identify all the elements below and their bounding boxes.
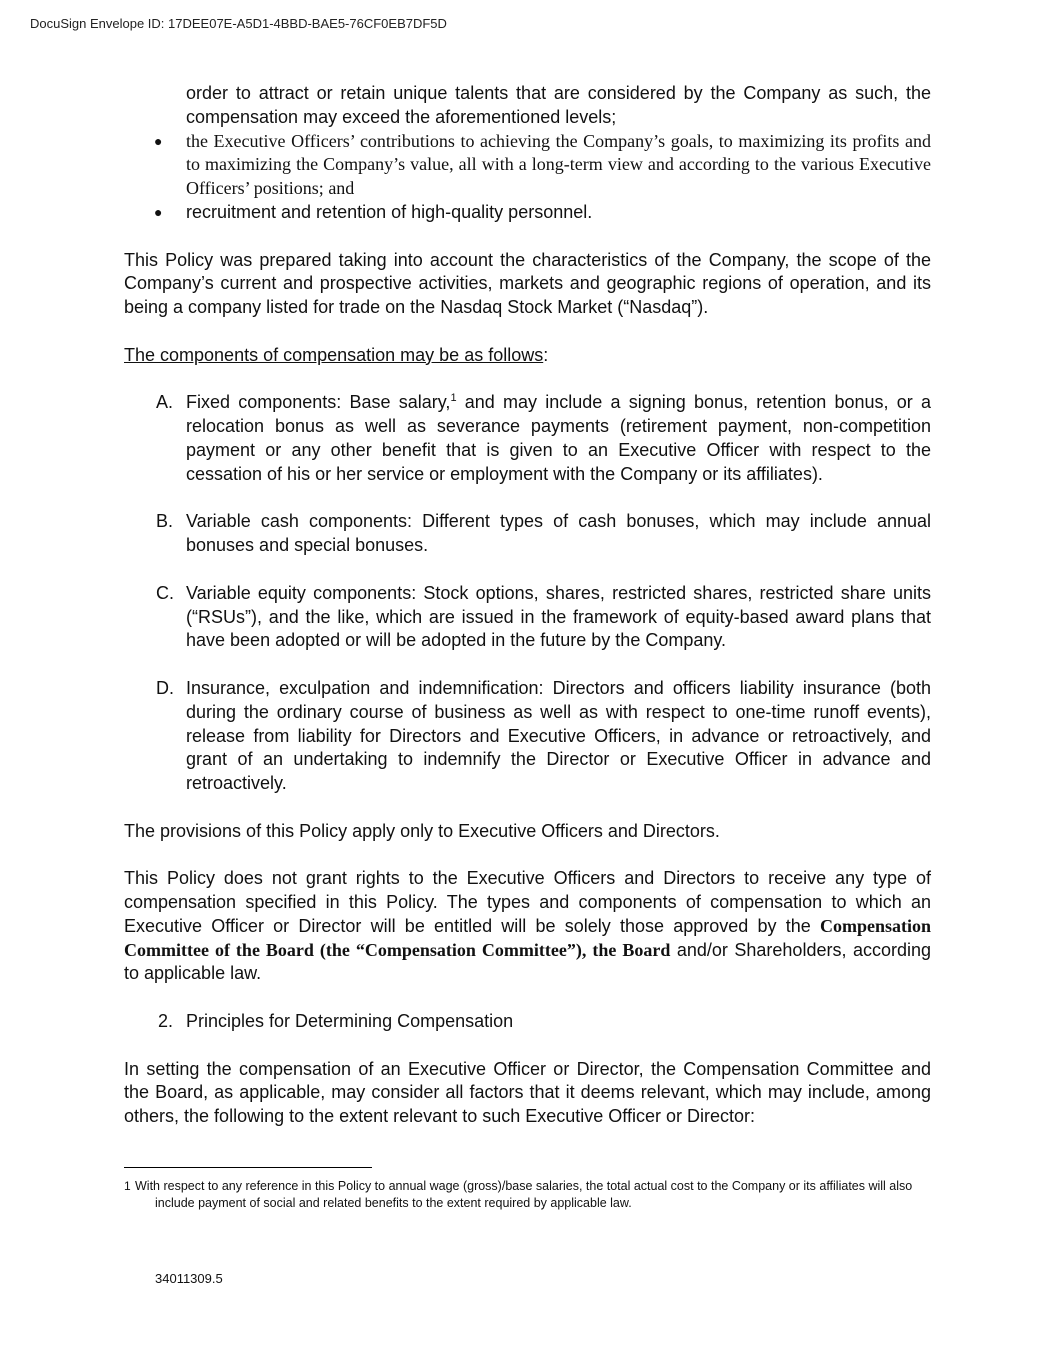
- components-heading-colon: :: [543, 344, 549, 365]
- policy-paragraph: This Policy was prepared taking into account the characteristics of the Company, the scope of the Company’s current and prospective activities, markets and geographic regions of operation, and its being a company listed for trade on the Nasdaq Stock Market (“Nasdaq”).: [124, 249, 931, 318]
- component-text: Variable cash components: Different types of cash bonuses, which may include annual bonuses and special bonuses.: [186, 511, 931, 556]
- setting-paragraph: In setting the compensation of an Executive Officer or Director, the Compensation Committee and the Board, as applicable, may consider all factors that it deems relevant, which may include, among others, the following to the extent relevant to such Executive Officer or Director:: [124, 1058, 931, 1127]
- document-body: [124, 82, 931, 1129]
- bullet-text: the Executive Officers’ contributions to achieving the Company’s goals, to maximizing its profits and to maximizing the Company’s value, all with a long-term view and according to the various Executive Officers’ positions; and: [186, 130, 931, 199]
- provisions-paragraph: The provisions of this Policy apply only to Executive Officers and Directors.: [124, 820, 720, 841]
- rights-text: This Policy does not grant rights to the Executive Officers and Directors to receive any type of compensation specified in this Policy. The types and components of compensation to which an Executive Officer or Director will be entitled will be solely those approved by the: [124, 868, 931, 936]
- bullet-item: [124, 130, 931, 201]
- footnote-mark: 1: [124, 1179, 131, 1193]
- section-title: Principles for Determining Compensation: [186, 1011, 514, 1032]
- component-letter: D.: [156, 677, 174, 698]
- envelope-id-header: DocuSign Envelope ID: 17DEE07E-A5D1-4BBD-BAE5-76CF0EB7DF5D: [30, 16, 447, 31]
- component-item-d: [124, 677, 931, 796]
- components-heading: [124, 344, 931, 368]
- bullet-text: recruitment and retention of high-quality personnel.: [186, 201, 593, 222]
- component-item-b: [124, 510, 931, 558]
- continued-bullet-text: order to attract or retain unique talents that are considered by the Company as such, the compensation may exceed the aforementioned levels;: [186, 83, 931, 127]
- component-letter: B.: [156, 511, 174, 532]
- component-text: Fixed components: Base salary,: [186, 392, 451, 413]
- component-letter: A.: [156, 392, 174, 413]
- component-text: Variable equity components: Stock options, shares, restricted shares, restricted share units (“RSUs”), and the like, which are issued in the framework of equity-based award plans that have been adopted or will be adopted in the future by the Company.: [186, 582, 931, 651]
- bullet-list: [124, 130, 931, 225]
- footnote-line: With respect to any reference in this Policy to annual wage (gross)/base salaries, the total actual cost to the Company or its affiliates will also: [135, 1179, 913, 1193]
- footnote-reference: 1: [450, 392, 457, 405]
- component-item-a: [124, 391, 931, 486]
- rights-text-end: and/or Shareholders, according to applicable law.: [124, 939, 931, 984]
- components-heading-text: The components of compensation may be as follows: [124, 344, 544, 365]
- section-heading: [124, 1010, 931, 1034]
- document-number: 34011309.5: [155, 1271, 223, 1286]
- bullet-item: [124, 201, 931, 225]
- rights-bold-text: Compensation Committee of the Board (the “Compensation Committee”), the Board: [124, 915, 931, 960]
- component-letter: C.: [156, 582, 174, 603]
- component-text: Insurance, exculpation and indemnification: Directors and officers liability insurance (both during the ordinary course of business as well as with respect to one-time runoff events), release from liability for Directors and Executive Officers, in advance or retroactively, and grant of an undertaking to indemnify the Director or Executive Officer in advance and retroactively.: [186, 677, 931, 794]
- component-item-c: [124, 582, 931, 653]
- footnote-line: include payment of social and related benefits to the extent required by applicable law.: [155, 1196, 632, 1210]
- component-text-continued: and may include a signing bonus, retention bonus, or a relocation bonus as well as severance payments (retirement payment, non-competition payment or any other benefit that is given to an Executive Officer with respect to the cessation of his or her service or employment with the Company or its affiliates).: [186, 392, 931, 484]
- footnote: [124, 1178, 924, 1212]
- section-number: 2.: [158, 1011, 174, 1032]
- footnote-divider: [124, 1167, 372, 1168]
- rights-paragraph: [124, 867, 931, 986]
